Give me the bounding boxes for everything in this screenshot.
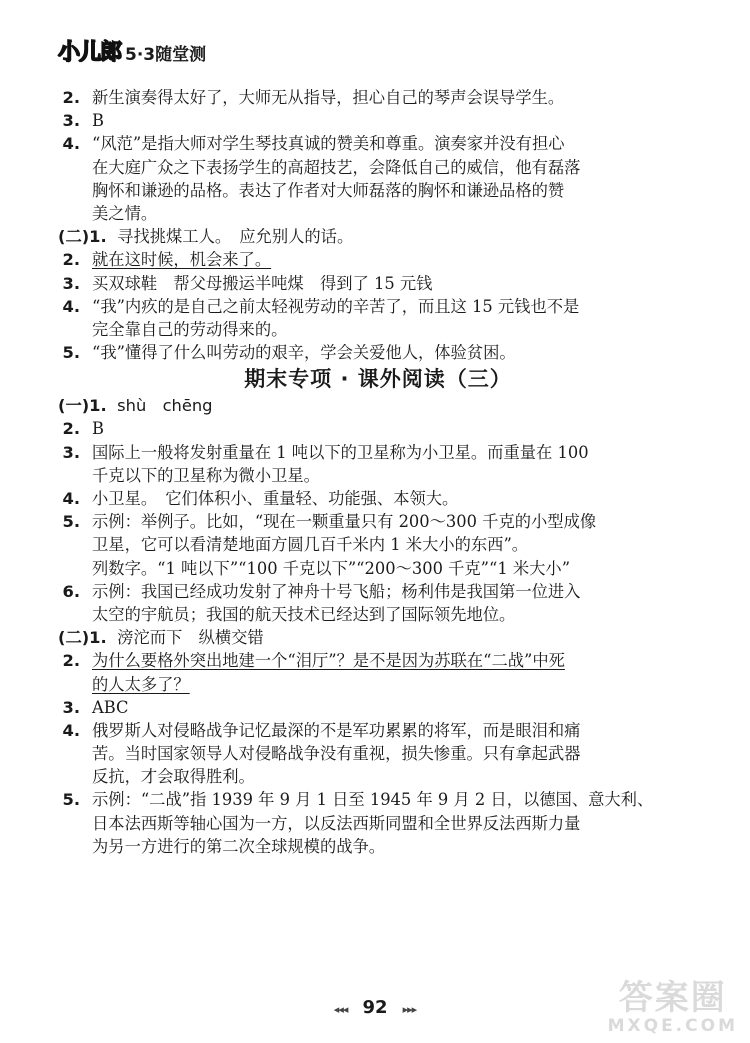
answer-line: 5. 示例：“二战”指 1939 年 9 月 1 日至 1945 年 9 月 2 日，以德国、意大利、 <box>62 790 654 810</box>
answer-line: 为另一方进行的第二次全球规模的战争。 <box>92 836 386 856</box>
watermark-url: MXQE.COM <box>607 1016 738 1036</box>
answer-line: 美之情。 <box>92 203 158 223</box>
section-title: 期末专项 · 课外阅读（三） <box>244 367 512 392</box>
answer-line: (二)1. 寻找挑煤工人。 应允别人的话。 <box>58 227 354 247</box>
answer-line: 在大庭广众之下表扬学生的高超技艺，会降低自己的威信，他有磊落 <box>92 157 581 177</box>
answer-line: 3. 国际上一般将发射重量在 1 吨以下的卫星称为小卫星。而重量在 100 <box>62 442 589 462</box>
answer-line: 苦。当时国家领导人对侵略战争没有重视，损失惨重。只有拿起武器 <box>92 744 581 764</box>
answer-line: 4. “风范”是指大师对学生琴技真诚的赞美和尊重。演奏家并没有担心 <box>62 134 565 154</box>
answer-line: 的人太多了？ <box>92 674 190 694</box>
answer-content <box>58 86 698 858</box>
answer-line: 4. 小卫星。 它们体积小、重量轻、功能强、本领大。 <box>62 489 459 508</box>
book-header <box>58 42 206 64</box>
answer-line: 3. ABC <box>62 697 129 717</box>
answer-line: 2. 为什么要格外突出地建一个“泪厅”？是不是因为苏联在“二战”中死 <box>62 651 565 671</box>
answer-line: 5. “我”懂得了什么叫劳动的艰辛，学会关爱他人，体验贫困。 <box>62 343 516 363</box>
answer-line: 日本法西斯等轴心国为一方，以反法西斯同盟和全世界反法西斯力量 <box>92 813 581 833</box>
answer-line: 胸怀和谦逊的品格。表达了作者对大师磊落的胸怀和谦逊品格的赞 <box>92 180 565 200</box>
answer-line: 2. 就在这时候，机会来了。 <box>62 250 272 270</box>
answer-line: 2. B <box>62 419 104 439</box>
answer-line: 4. “我”内疚的是自己之前太轻视劳动的辛苦了，而且这 15 元钱也不是 <box>62 296 580 316</box>
answer-line: 完全靠自己的劳动得来的。 <box>92 319 288 339</box>
answer-line: 千克以下的卫星称为微小卫星。 <box>92 465 320 485</box>
section-marker: (二) <box>58 227 90 247</box>
answer-line: 列数字。“1 吨以下”“100 千克以下”“200～300 千克”“1 米大小” <box>92 558 571 578</box>
answer-line: 卫星，它可以看清楚地面方圆几百千米内 1 米大小的东西”。 <box>92 535 529 555</box>
answer-line: 4. 俄罗斯人对侵略战争记忆最深的不是军功累累的将军，而是眼泪和痛 <box>62 720 581 740</box>
watermark-logo: 答案圈 <box>618 978 727 1018</box>
answer-line: 3. 买双球鞋 帮父母搬运半吨煤 得到了 15 元钱 <box>62 273 433 293</box>
left-arrows-icon: ◂◂◂ <box>333 1003 348 1016</box>
answer-line: 2. 新生演奏得太好了，大师无从指导，担心自己的琴声会误导学生。 <box>62 88 565 107</box>
page-number: 92 <box>362 997 388 1018</box>
answer-line: 太空的宇航员；我国的航天技术已经达到了国际领先地位。 <box>92 604 516 624</box>
right-arrows-icon: ▸▸▸ <box>402 1003 417 1016</box>
section-marker: (一) <box>58 396 90 416</box>
brand-logo: 小儿郎 <box>58 40 122 65</box>
answer-line: 5. 示例：举例子。比如，“现在一颗重量只有 200～300 千克的小型成像 <box>62 512 597 532</box>
series-title: 5·3随堂测 <box>125 45 207 65</box>
answer-line: 6. 示例：我国已经成功发射了神舟十号飞船；杨利伟是我国第一位进入 <box>62 581 581 601</box>
answer-line: (一)1. shù chēng <box>58 396 213 416</box>
answer-line: 3. B <box>62 111 104 131</box>
answer-line: (二)1. 滂沱而下 纵横交错 <box>58 628 264 648</box>
watermark <box>608 979 738 1035</box>
section-marker: (二) <box>58 628 90 648</box>
answer-line: 反抗，才会取得胜利。 <box>92 767 255 787</box>
